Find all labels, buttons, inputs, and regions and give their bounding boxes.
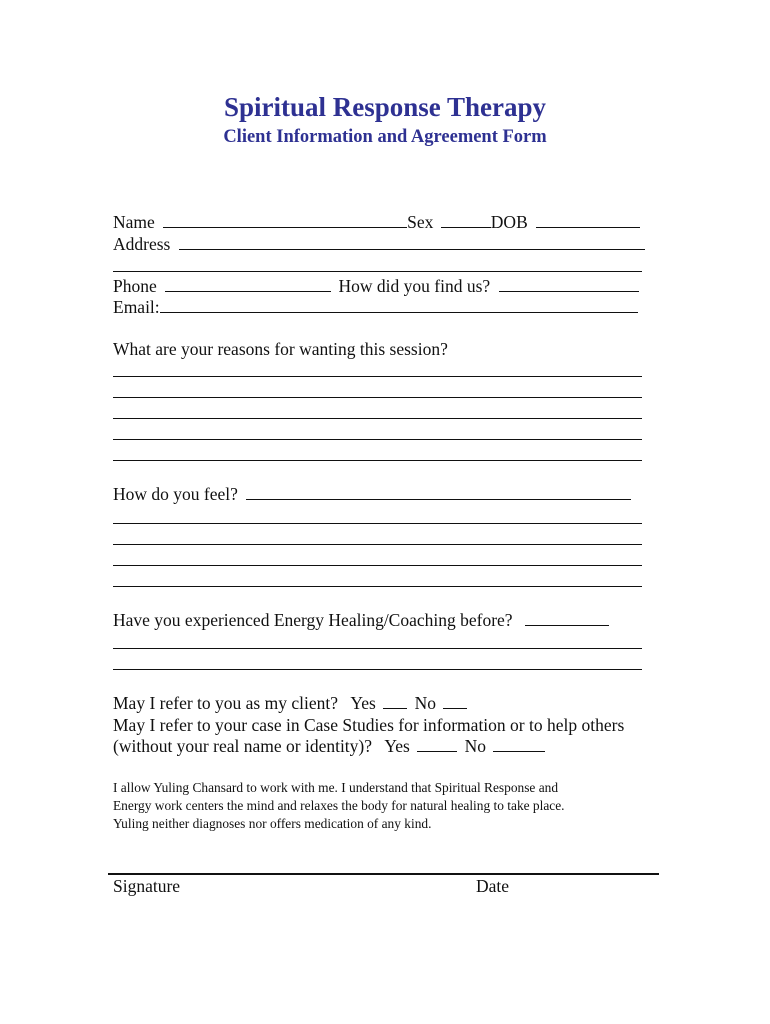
signature-label: Signature bbox=[113, 876, 181, 896]
yes-label: Yes bbox=[384, 736, 410, 756]
address-row bbox=[113, 234, 645, 255]
no-label: No bbox=[414, 693, 436, 713]
feel-row bbox=[113, 484, 631, 505]
phone-label: Phone bbox=[113, 276, 157, 296]
refer-client-yes-field[interactable] bbox=[383, 693, 407, 709]
answer-line[interactable] bbox=[113, 565, 642, 566]
signature-line[interactable] bbox=[108, 873, 659, 875]
answer-line[interactable] bbox=[113, 648, 642, 649]
answer-line[interactable] bbox=[113, 460, 642, 461]
dob-label: DOB bbox=[490, 212, 528, 232]
agreement-line: Energy work centers the mind and relaxes the body for natural healing to take place. bbox=[113, 798, 565, 813]
email-row bbox=[113, 297, 638, 318]
answer-line[interactable] bbox=[113, 544, 642, 545]
phone-row bbox=[113, 276, 639, 297]
refer-client-row bbox=[113, 693, 467, 714]
feel-field[interactable] bbox=[246, 484, 631, 500]
phone-field[interactable] bbox=[165, 276, 331, 292]
refer-client-no-field[interactable] bbox=[443, 693, 467, 709]
answer-line[interactable] bbox=[113, 418, 642, 419]
answer-line[interactable] bbox=[113, 439, 642, 440]
found-us-label: How did you find us? bbox=[338, 276, 491, 296]
no-label: No bbox=[464, 736, 486, 756]
sex-field[interactable] bbox=[441, 212, 491, 228]
email-field[interactable] bbox=[160, 297, 638, 313]
address-field[interactable] bbox=[179, 234, 645, 250]
answer-line[interactable] bbox=[113, 376, 642, 377]
refer-case-row bbox=[113, 736, 545, 757]
address-label: Address bbox=[113, 234, 171, 254]
reasons-question: What are your reasons for wanting this session? bbox=[113, 339, 448, 359]
name-sex-dob-row bbox=[113, 212, 640, 233]
experience-field[interactable] bbox=[525, 610, 609, 626]
agreement-line: I allow Yuling Chansard to work with me. I understand that Spiritual Response and bbox=[113, 780, 559, 795]
sex-label: Sex bbox=[407, 212, 434, 232]
found-us-field[interactable] bbox=[499, 276, 639, 292]
answer-line[interactable] bbox=[113, 586, 642, 587]
refer-client-question: May I refer to you as my client? bbox=[113, 693, 338, 713]
experience-row bbox=[113, 610, 609, 631]
experience-question: Have you experienced Energy Healing/Coaching before? bbox=[113, 610, 513, 630]
answer-line[interactable] bbox=[113, 397, 642, 398]
refer-case-question: May I refer to your case in Case Studies for information or to help others bbox=[113, 715, 625, 735]
form-title: Spiritual Response Therapy bbox=[223, 92, 547, 122]
refer-case-no-field[interactable] bbox=[493, 736, 545, 752]
name-field[interactable] bbox=[163, 212, 407, 228]
date-label: Date bbox=[476, 876, 510, 896]
agreement-line: Yuling neither diagnoses nor offers medication of any kind. bbox=[113, 816, 432, 831]
form-subtitle: Client Information and Agreement Form bbox=[223, 127, 547, 147]
dob-field[interactable] bbox=[536, 212, 640, 228]
refer-case-question-cont: (without your real name or identity)? bbox=[113, 736, 373, 756]
feel-question: How do you feel? bbox=[113, 484, 238, 504]
answer-line[interactable] bbox=[113, 523, 642, 524]
agreement-statement bbox=[113, 779, 673, 833]
name-label: Name bbox=[113, 212, 155, 232]
address-line-2[interactable] bbox=[113, 271, 642, 272]
email-label: Email: bbox=[113, 297, 160, 317]
yes-label: Yes bbox=[350, 693, 376, 713]
refer-case-yes-field[interactable] bbox=[417, 736, 457, 752]
answer-line[interactable] bbox=[113, 669, 642, 670]
